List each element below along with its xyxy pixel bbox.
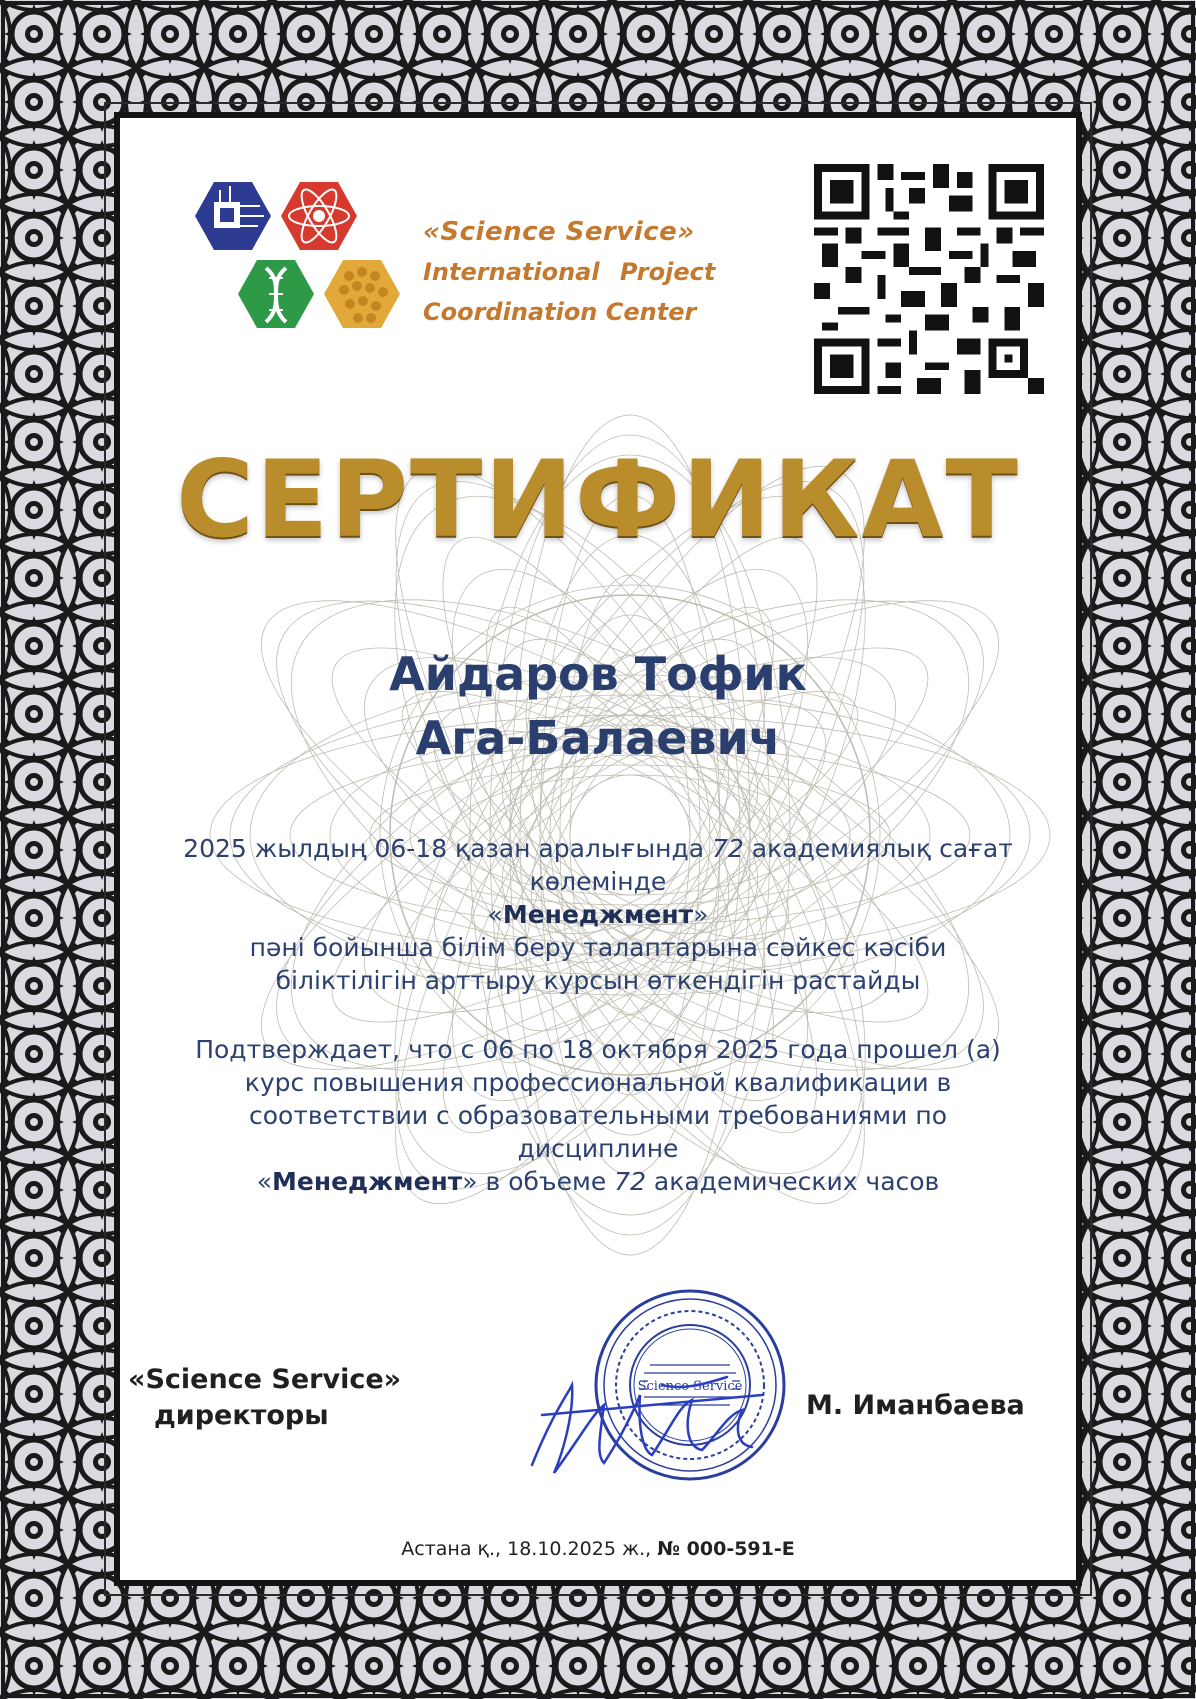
kz-line-1-pre: 2025 жылдың 06-18 қазан аралығында xyxy=(183,834,713,863)
certificate-title: СЕРТИФИКАТ xyxy=(176,438,1020,561)
kz-hours: 72 xyxy=(712,834,744,863)
kz-line-4: пәні бойынша білім беру талаптарына сәйкес кәсіби xyxy=(249,933,947,962)
certificate-number: № 000-591-E xyxy=(657,1538,795,1560)
ru-quote-open: « xyxy=(256,1167,272,1196)
recipient-name-line-2: Ага-Балаевич xyxy=(415,711,781,765)
organization-name xyxy=(423,212,715,332)
ru-line-5 xyxy=(150,1165,1046,1198)
director-name: М. Иманбаева xyxy=(806,1390,1025,1421)
director-role: директоры xyxy=(154,1400,329,1431)
kazakh-confirmation-text xyxy=(150,832,1046,997)
issue-place-date: Астана қ., 18.10.2025 ж., xyxy=(401,1538,658,1560)
kz-course-name: Менеджмент xyxy=(502,900,694,929)
ru-line-5-mid: в объеме xyxy=(477,1167,615,1196)
recipient-name xyxy=(0,642,1196,770)
org-line-2: International Project xyxy=(423,258,716,286)
recipient-name-line-1: Айдаров Тофик xyxy=(389,647,807,701)
ru-line-3: соответствии с образовательными требованиями по xyxy=(249,1101,947,1130)
ru-hours: 72 xyxy=(614,1167,646,1196)
qr-code xyxy=(814,164,1044,394)
kz-quote-close: » xyxy=(693,900,709,929)
ru-course-name: Менеджмент xyxy=(272,1167,463,1196)
ru-line-2: курс повышения профессиональной квалификации в xyxy=(244,1068,952,1097)
ru-line-1: Подтверждает, что с 06 по 18 октября 2025 года прошел (а) xyxy=(195,1035,1001,1064)
director-title xyxy=(128,1362,401,1434)
org-line-1: «Science Service» xyxy=(423,217,695,247)
ru-quote-close: » xyxy=(462,1167,478,1196)
kz-quote-open: « xyxy=(487,900,503,929)
stamp-center-text: Science Service xyxy=(637,1379,743,1394)
director-org: «Science Service» xyxy=(128,1364,402,1395)
kz-line-5: біліктілігін арттыру курсын өткендігін растайды xyxy=(275,966,921,995)
kz-line-1 xyxy=(150,832,1046,865)
kz-course-line xyxy=(150,898,1046,931)
science-service-logo xyxy=(174,176,404,376)
director-signature xyxy=(512,1355,842,1485)
ru-line-4: дисциплине xyxy=(517,1134,679,1163)
kz-line-2: көлемінде xyxy=(529,867,667,896)
issue-info xyxy=(0,1538,1196,1560)
kz-line-1-post: академиялық сағат xyxy=(743,834,1013,863)
org-line-3: Coordination Center xyxy=(423,298,697,326)
ru-line-5-post: академических часов xyxy=(645,1167,940,1196)
russian-confirmation-text xyxy=(150,1033,1046,1198)
